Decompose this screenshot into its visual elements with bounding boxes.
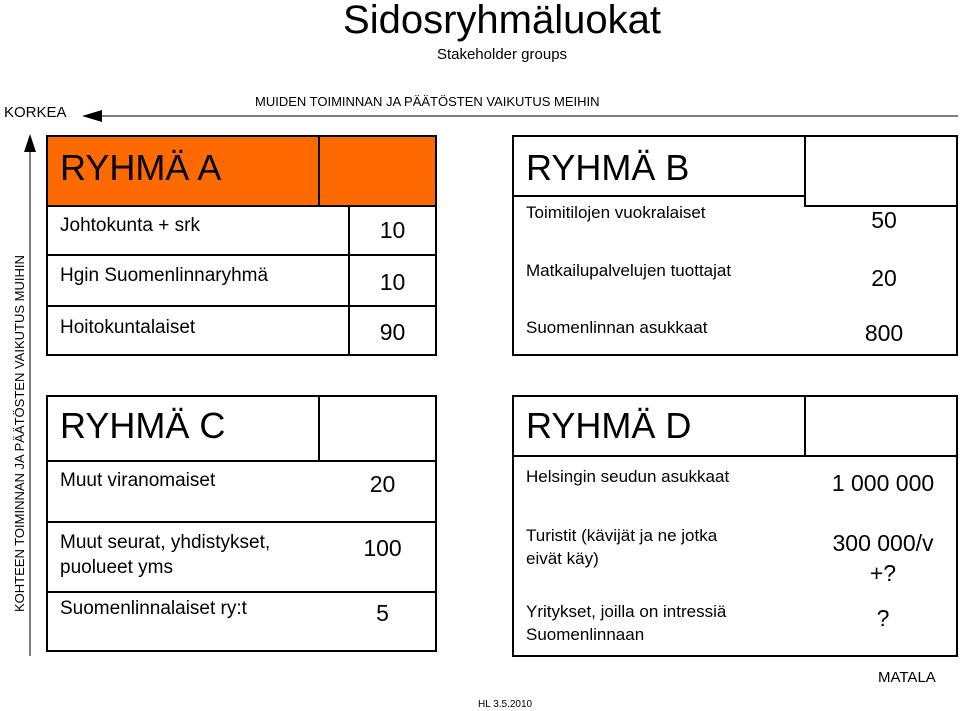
horizontal-axis-label: MUIDEN TOIMINNAN JA PÄÄTÖSTEN VAIKUTUS MEIHIN (255, 94, 600, 109)
group-c-row-label: Suomenlinnalaiset ry:t (60, 598, 247, 619)
group-d-box (512, 395, 958, 657)
group-a-row-value: 90 (379, 319, 406, 345)
group-a-box (46, 135, 437, 356)
group-b-row-label: Matkailupalvelujen tuottajat (526, 261, 732, 280)
group-a-row-label: Hgin Suomenlinnaryhmä (60, 265, 269, 286)
group-c-title: RYHMÄ C (60, 405, 226, 446)
group-b-row-value: 50 (871, 207, 897, 233)
low-label: MATALA (878, 669, 936, 686)
group-d-row-label: Yritykset, joilla on intressiä (526, 602, 727, 621)
vertical-axis-label: KOHTEEN TOIMINNAN JA PÄÄTÖSTEN VAIKUTUS MUIHIN (12, 255, 27, 612)
group-d-row-value: 300 000/v (832, 530, 934, 556)
group-d-row-label: Helsingin seudun asukkaat (526, 467, 730, 486)
group-d-row-label: Suomenlinnaan (526, 625, 645, 644)
page-subtitle: Stakeholder groups (436, 46, 568, 63)
group-b-row-value: 20 (871, 265, 897, 291)
horizontal-arrow-icon (80, 100, 960, 126)
group-d-row-value: 1 000 000 (831, 470, 935, 496)
group-c-row-value: 5 (376, 600, 389, 626)
group-a-row-value: 10 (379, 217, 406, 243)
high-label: KORKEA (4, 104, 67, 121)
group-a-row-label: Johtokunta + srk (60, 215, 200, 236)
group-a-title: RYHMÄ A (60, 147, 222, 188)
group-b-row-label: Suomenlinnan asukkaat (526, 318, 708, 337)
group-c-row-label: puolueet yms (60, 557, 174, 578)
group-b-row-value: 800 (864, 320, 904, 346)
group-b-title: RYHMÄ B (526, 147, 690, 188)
group-c-row-value: 100 (363, 535, 402, 561)
group-d-title: RYHMÄ D (526, 405, 692, 446)
group-d-row-label: Turistit (kävijät ja ne jotka (526, 526, 718, 545)
footer-date: HL 3.5.2010 (478, 699, 533, 710)
group-d-row-value: ? (876, 605, 890, 631)
group-d-row-label: eivät käy) (526, 549, 599, 568)
group-a-row-value: 10 (379, 269, 406, 295)
group-d-row-value: +? (869, 560, 897, 586)
group-c-row-label: Muut seurat, yhdistykset, (60, 532, 271, 553)
group-c-box (46, 395, 437, 652)
group-c-row-label: Muut viranomaiset (60, 470, 216, 491)
page-title: Sidosryhmäluokat (343, 0, 661, 42)
group-c-row-value: 20 (369, 471, 396, 497)
group-a-row-label: Hoitokuntalaiset (60, 317, 196, 338)
group-b-box (512, 135, 958, 356)
group-b-row-label: Toimitilojen vuokralaiset (526, 203, 706, 222)
